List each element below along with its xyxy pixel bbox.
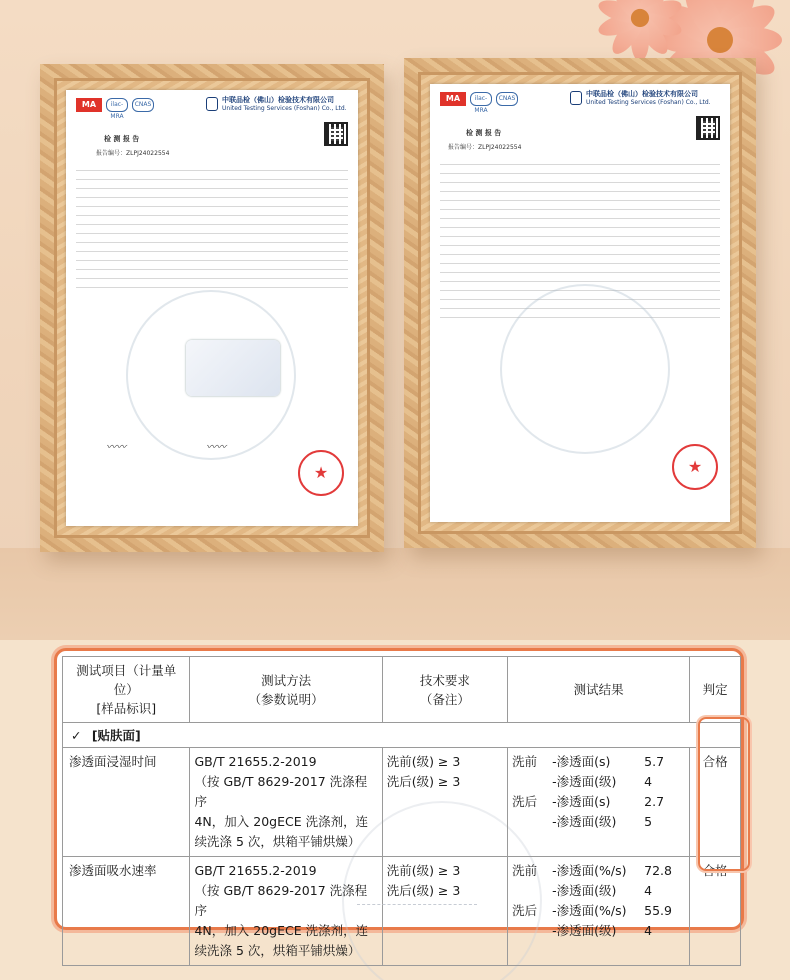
- header-verdict: 判定: [690, 657, 741, 723]
- table-header-row: [63, 657, 741, 723]
- divider: [357, 904, 477, 905]
- lab-name: 中联品检（佛山）检验技术有限公司: [222, 96, 334, 104]
- accreditation-logos: [76, 98, 154, 120]
- report-title: 检 测 报 告: [466, 129, 502, 137]
- sample-group-label: ✓ [贴肤面]: [63, 723, 741, 748]
- certificate-page: [66, 90, 358, 526]
- verdict: 合格: [690, 748, 741, 857]
- result-line: 洗前 -渗透面(%/s) 72.8: [512, 863, 672, 878]
- right-certificate-frame: [404, 58, 756, 548]
- ilac-logo: ilac-MRA: [470, 92, 492, 106]
- test-results: [508, 857, 690, 966]
- result-line: 洗后 -渗透面(%/s) 55.9: [512, 903, 672, 918]
- lab-name: 中联品检（佛山）检验技术有限公司: [586, 90, 698, 98]
- report-title: 检 测 报 告: [104, 135, 140, 143]
- lab-name-en: United Testing Services (Foshan) Co., Ltd.: [586, 99, 711, 106]
- result-line: -渗透面(级) 5: [552, 814, 653, 829]
- lab-logo-icon: [570, 91, 582, 105]
- ma-logo: MA: [440, 92, 466, 106]
- result-line: 洗后 -渗透面(s) 2.7: [512, 794, 665, 809]
- requirements: 洗前(级) ≥ 3 洗后(级) ≥ 3: [382, 857, 507, 966]
- cnas-logo: CNAS: [496, 92, 518, 106]
- signature: 〰〰: [106, 442, 126, 453]
- table-row: [63, 857, 741, 966]
- test-item: 渗透面吸水速率: [63, 857, 190, 966]
- result-line: -渗透面(级) 4: [552, 883, 653, 898]
- signature: 〰〰: [206, 442, 226, 453]
- ma-logo: MA: [76, 98, 102, 112]
- header-results: 测试结果: [508, 657, 690, 723]
- certificate-page: [430, 84, 730, 522]
- official-seal: ★: [298, 450, 344, 496]
- test-results-table: [62, 656, 741, 966]
- table-group-row: [63, 723, 741, 748]
- lab-logo-icon: [206, 97, 218, 111]
- watermark: [500, 284, 670, 454]
- result-line: -渗透面(级) 4: [552, 923, 653, 938]
- qr-code: [696, 116, 720, 140]
- report-number: 报告编号：ZLPJ24022554: [448, 144, 522, 151]
- official-seal: ★: [672, 444, 718, 490]
- sample-photo: [186, 340, 280, 396]
- test-method: GB/T 21655.2-2019 （按 GB/T 8629-2017 洗涤程序 4N，加入 20gECE 洗涤剂，连 续洗涤 5 次，烘箱平铺烘燥）: [190, 857, 382, 966]
- result-line: -渗透面(级) 4: [552, 774, 653, 789]
- table-row: [63, 748, 741, 857]
- qr-code: [324, 122, 348, 146]
- check-icon: ✓: [71, 728, 82, 743]
- report-number: 报告编号：ZLPJ24022554: [96, 150, 170, 157]
- test-results-panel: [54, 648, 744, 958]
- test-method: GB/T 21655.2-2019 （按 GB/T 8629-2017 洗涤程序 4N，加入 20gECE 洗涤剂，连 续洗涤 5 次，烘箱平铺烘燥）: [190, 748, 382, 857]
- header-test-item: 测试项目（计量单位） [样品标识]: [63, 657, 190, 723]
- cnas-logo: CNAS: [132, 98, 154, 112]
- left-certificate-frame: [40, 64, 384, 552]
- report-body-lines: [76, 162, 348, 288]
- accreditation-logos: [440, 92, 518, 114]
- header-test-method: 测试方法 （参数说明）: [190, 657, 382, 723]
- result-line: 洗前 -渗透面(s) 5.7: [512, 754, 665, 769]
- ilac-logo: ilac-MRA: [106, 98, 128, 112]
- header-requirements: 技术要求 （备注）: [382, 657, 507, 723]
- test-results: [508, 748, 690, 857]
- table-surface: [0, 548, 790, 640]
- verdict: 合格: [690, 857, 741, 966]
- lab-name-en: United Testing Services (Foshan) Co., Ltd.: [222, 105, 347, 112]
- test-item: 渗透面浸湿时间: [63, 748, 190, 857]
- requirements: 洗前(级) ≥ 3 洗后(级) ≥ 3: [382, 748, 507, 857]
